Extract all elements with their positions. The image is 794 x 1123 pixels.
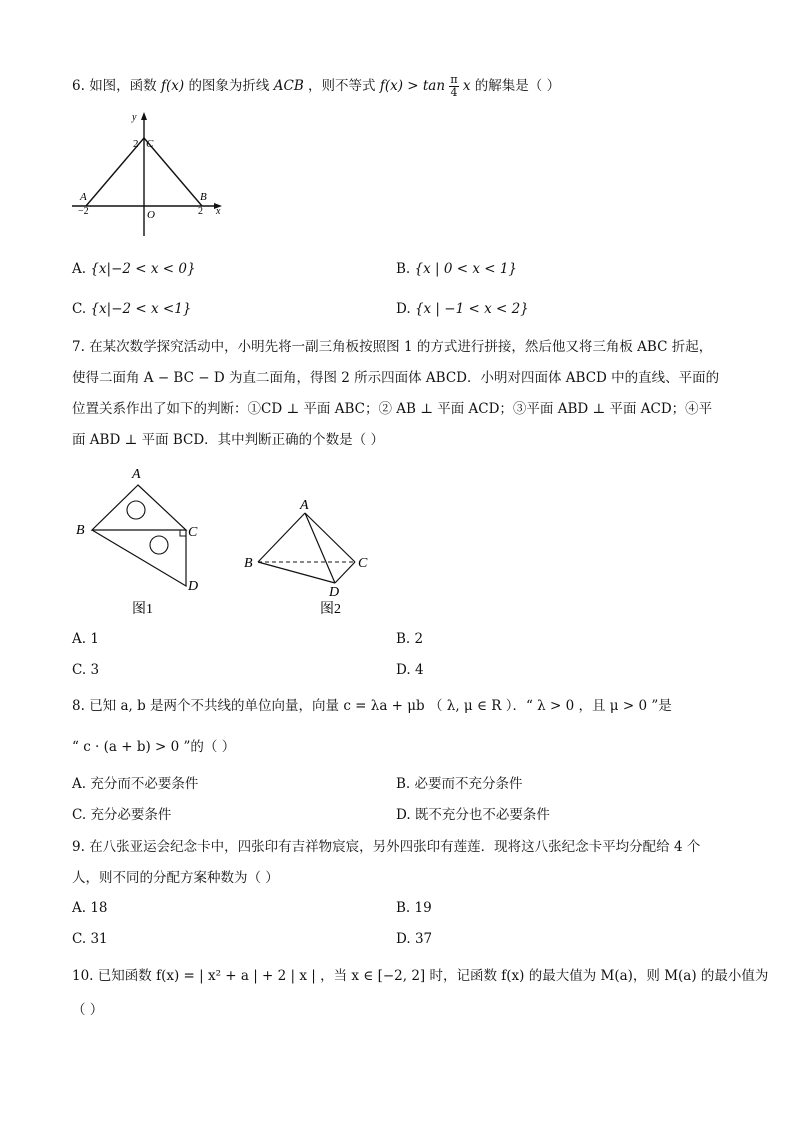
q6-option-c-letter: C. [72, 301, 87, 317]
q6-text-a: 如图，函数 [89, 78, 157, 94]
q6-y-label: y [132, 112, 137, 123]
q9-option-d-text: 37 [414, 931, 433, 947]
q7-fig1-hole-2 [150, 536, 168, 554]
q8-option-d-letter: D. [396, 807, 411, 823]
q10-stem-line2: （ ） [72, 1002, 104, 1018]
q7-option-c-text: 3 [90, 662, 100, 678]
q8-option-c-text: 充分必要条件 [90, 807, 172, 823]
q7-fig2-caption: 图2 [320, 602, 341, 617]
q7-line1: 在某次数学探究活动中，小明先将一副三角板按照图 1 的方式进行拼接，然后他又将三角板 ABC 折起， [89, 339, 713, 355]
q9-stem-line2: 人，则不同的分配方案种数为（ ） [72, 870, 279, 886]
q6-text-b: 的图象为折线 [188, 78, 270, 94]
q7-fig1-label-a: A [132, 467, 141, 482]
q8-option-a-letter: A. [72, 776, 87, 792]
q6-pi-over-4 [449, 74, 458, 99]
q8-line1: 已知 a, b 是两个不共线的单位向量，向量 c = λa + μb （ λ, μ ∈ R ）．“ λ > 0 ，且 μ > 0 ”是 [89, 698, 672, 714]
q7-figure-1 [72, 460, 222, 620]
q6-acb: ACB [273, 78, 304, 94]
q7-option-d-letter: D. [396, 662, 411, 678]
q7-fig1-triangle-bcd [92, 530, 186, 586]
q6-x-label: x [216, 206, 221, 217]
q9-number: 9. [72, 839, 85, 855]
q6-four: 4 [450, 86, 458, 99]
q7-fig1-label-b: B [76, 523, 85, 538]
q6-fx: f(x) [160, 78, 185, 94]
q6-stem [72, 74, 560, 99]
q7-fig1-triangle-abc [92, 485, 186, 530]
q8-option-b-letter: B. [396, 776, 411, 792]
q7-option-d-text: 4 [414, 662, 424, 678]
q10-stem-line1 [72, 966, 768, 986]
q9-option-d[interactable] [396, 929, 432, 949]
q8-option-c[interactable] [72, 805, 171, 825]
q6-text-c: ，则不等式 [308, 78, 376, 94]
q6-option-b-letter: B. [396, 261, 411, 277]
q10-line1: 已知函数 f(x) = | x² + a | + 2 | x | ，当 x ∈ [−2, 2] 时，记函数 f(x) 的最大值为 M(a)，则 M(a) 的最小值为 [97, 968, 769, 984]
q8-option-b-text: 必要而不充分条件 [414, 776, 523, 792]
q9-option-a-text: 18 [90, 900, 108, 916]
q6-option-b[interactable] [396, 259, 517, 279]
q6-label-two-y: 2 [133, 138, 139, 150]
q9-option-a-letter: A. [72, 900, 87, 916]
q6-label-neg-two: −2 [78, 206, 89, 217]
q7-option-c[interactable] [72, 660, 99, 680]
q9-option-b[interactable] [396, 898, 432, 918]
q6-inequality: f(x) > tan [379, 78, 446, 94]
q9-option-b-letter: B. [396, 900, 411, 916]
q6-label-c: C [146, 138, 154, 150]
q7-option-b-text: 2 [414, 631, 424, 647]
q7-fig2-label-b: B [244, 556, 253, 571]
q6-graph-figure [68, 108, 228, 243]
q8-option-d-text: 既不充分也不必要条件 [414, 807, 550, 823]
q7-stem-line2: 使得二面角 A − BC − D 为直二面角，得图 2 所示四面体 ABCD．小明对四面体 ABCD 中的直线、平面的 [72, 370, 720, 386]
q6-label-a: A [80, 191, 87, 203]
q6-label-o: O [147, 209, 155, 221]
q7-figure-2 [240, 495, 380, 620]
q8-option-a-text: 充分而不必要条件 [90, 776, 199, 792]
q7-fig2-edge-ad [305, 513, 335, 583]
q9-option-c-letter: C. [72, 931, 87, 947]
q7-fig2-edge-bd [258, 562, 335, 583]
q7-fig2-edge-ac [305, 513, 355, 562]
q6-option-c[interactable] [72, 299, 191, 319]
q10-number: 10. [72, 968, 94, 984]
q6-option-d[interactable] [396, 299, 529, 319]
q6-option-c-text: {x|−2 < x <1} [90, 301, 192, 317]
q7-fig2-edge-cd [335, 562, 355, 583]
q6-label-b: B [200, 191, 207, 203]
q7-fig1-right-angle [180, 530, 186, 536]
q6-option-d-letter: D. [396, 301, 411, 317]
q7-option-a-text: 1 [90, 631, 99, 647]
q6-text-d: 的解集是（ ） [474, 78, 561, 94]
q9-option-b-text: 19 [414, 900, 432, 916]
q9-option-a[interactable] [72, 898, 108, 918]
q7-number: 7. [72, 339, 85, 355]
q6-option-a-text: {x|−2 < x < 0} [90, 261, 196, 277]
q9-option-c-text: 31 [90, 931, 108, 947]
q6-label-two-x: 2 [198, 206, 203, 217]
q7-fig1-label-c: C [188, 525, 198, 540]
q9-line1: 在八张亚运会纪念卡中，四张印有吉祥物宸宸，另外四张印有莲莲．现将这八张纪念卡平均分配给 4 个 [89, 839, 701, 855]
q6-option-d-text: {x | −1 < x < 2} [414, 301, 529, 317]
q7-option-d[interactable] [396, 660, 424, 680]
q6-option-a[interactable] [72, 259, 196, 279]
q7-option-c-letter: C. [72, 662, 87, 678]
q6-y-arrow-icon [141, 112, 147, 120]
q8-option-c-letter: C. [72, 807, 87, 823]
q7-option-a-letter: A. [72, 631, 87, 647]
q7-option-b[interactable] [396, 629, 423, 649]
q8-number: 8. [72, 698, 85, 714]
q9-option-c[interactable] [72, 929, 108, 949]
q7-fig2-edge-ab [258, 513, 305, 562]
q6-option-b-text: {x | 0 < x < 1} [414, 261, 518, 277]
q7-stem-line4: 面 ABD ⊥ 平面 BCD．其中判断正确的个数是（ ） [72, 432, 384, 448]
q7-option-b-letter: B. [396, 631, 411, 647]
q7-fig2-label-d: D [329, 585, 340, 600]
q7-option-a[interactable] [72, 629, 99, 649]
q9-stem-line1 [72, 837, 700, 857]
q7-fig1-hole-1 [127, 501, 145, 519]
q8-stem-line2: “ c · (a + b) > 0 ”的（ ） [72, 739, 236, 755]
q6-number: 6. [72, 78, 85, 94]
q9-option-d-letter: D. [396, 931, 411, 947]
q8-stem-line1 [72, 696, 672, 716]
q7-fig2-label-a: A [300, 498, 309, 513]
q7-fig1-label-d: D [188, 579, 199, 594]
q8-option-a[interactable] [72, 774, 198, 794]
q8-option-b[interactable] [396, 774, 523, 794]
q7-stem-line1 [72, 337, 712, 357]
q6-x: x [462, 78, 471, 94]
q7-fig2-label-c: C [358, 556, 368, 571]
q8-option-d[interactable] [396, 805, 550, 825]
q6-pi: π [450, 73, 458, 86]
q7-stem-line3: 位置关系作出了如下的判断：①CD ⊥ 平面 ABC；② AB ⊥ 平面 ACD；③平面 ABD ⊥ 平面 ACD；④平 [72, 401, 713, 417]
q6-option-a-letter: A. [72, 261, 87, 277]
q7-fig1-caption: 图1 [132, 602, 153, 617]
